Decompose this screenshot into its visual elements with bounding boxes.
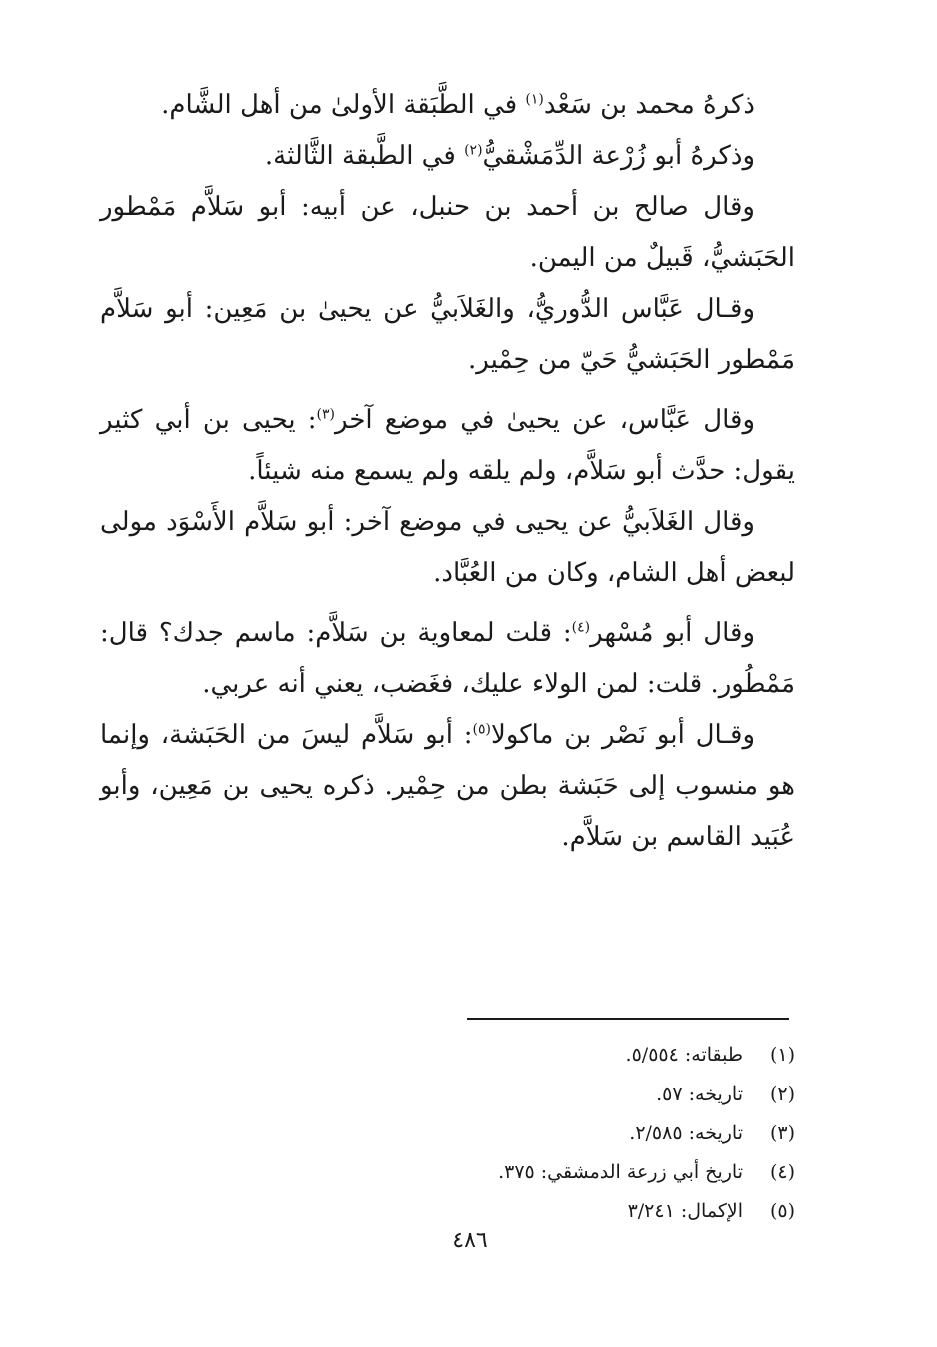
footnote-text: طبقاته: ٥/٥٥٤. [625, 1044, 743, 1066]
footnote-number: (٤) [769, 1161, 795, 1183]
footnote-number: (٢) [769, 1083, 795, 1105]
footnote-3 [420, 1114, 795, 1153]
footnote-marker-3: (٣) [316, 406, 335, 423]
page-number: ٤٨٦ [452, 1228, 488, 1253]
footnote-1 [420, 1036, 795, 1075]
main-text [100, 80, 795, 863]
paragraph-7: وقال أبو مُسْهر$^{(٤)}$: قلت لمعاوية بن سَلاَّم: ماسم جدك؟ قال: مَمْطُور. قلت: لمن الولاء عليك، فغَضب، يعني أنه عربي. [100, 618, 795, 699]
footnote-number: (٣) [769, 1122, 795, 1144]
footnote-number: (١) [769, 1044, 795, 1066]
footnote-4 [420, 1153, 795, 1192]
footnotes [420, 1036, 795, 1231]
footnote-marker-5: (٥) [472, 721, 491, 738]
footnote-text: تاريخ أبي زرعة الدمشقي: ٣٧٥. [498, 1161, 743, 1183]
footnote-text: تاريخه: ٥٧. [656, 1083, 743, 1105]
paragraph-1: ذكرهُ محمد بن سَعْد$^{(١)}$ في الطَّبَقة الأولىٰ من أهل الشَّام. [161, 90, 755, 120]
paragraph-6: وقال الغَلاَبيُّ عن يحيى في موضع آخر: أبو سَلاَّم الأَسْوَد مولى لبعض أهل الشام، وكان من العُبَّاد. [100, 507, 795, 588]
footnote-text: تاريخه: ٢/٥٨٥. [629, 1122, 743, 1144]
paragraph-3: وقال صالح بن أحمد بن حنبل، عن أبيه: أبو سَلاَّم مَمْطور الحَبَشيُّ، قَبيلٌ من اليمن. [100, 192, 795, 273]
paragraph-2: وذكرهُ أبو زُرْعة الدِّمَشْقيُّ$^{(٢)}$ في الطَّبقة الثَّالثة. [264, 141, 755, 171]
footnote-divider [467, 1018, 789, 1020]
footnote-2 [420, 1075, 795, 1114]
paragraph-5: وقال عَبَّاس، عن يحيىٰ في موضع آخر$^{(٣)}$: يحيى بن أبي كثير يقول: حدَّث أبو سَلاَّم، ولم يلقه ولم يسمع منه شيئاً. [100, 405, 795, 486]
footnote-5 [420, 1192, 795, 1231]
footnote-marker-4: (٤) [571, 619, 591, 636]
footnote-number: (٥) [769, 1200, 795, 1222]
footnote-marker-2: (٢) [464, 142, 483, 159]
footnote-marker-1: (١) [525, 91, 544, 108]
footnote-text: الإكمال: ٣/٢٤١ [627, 1200, 743, 1222]
paragraph-4: وقـال عَبَّاس الدُّوريُّ، والغَلاَبيُّ عن يحيىٰ بن مَعِين: أبو سَلاَّم مَمْطور الحَبَشيُّ حَيّ من حِمْير. [100, 294, 795, 375]
paragraph-8: وقـال أبو نَصْر بن ماكولا$^{(٥)}$: أبو سَلاَّم ليسَ من الحَبَشة، وإنما هو منسوب إلى حَبَشة بطن من حِمْير. ذكره يحيى بن مَعِين، وأبو عُبَيد القاسم بن سَلاَّم. [100, 720, 795, 852]
